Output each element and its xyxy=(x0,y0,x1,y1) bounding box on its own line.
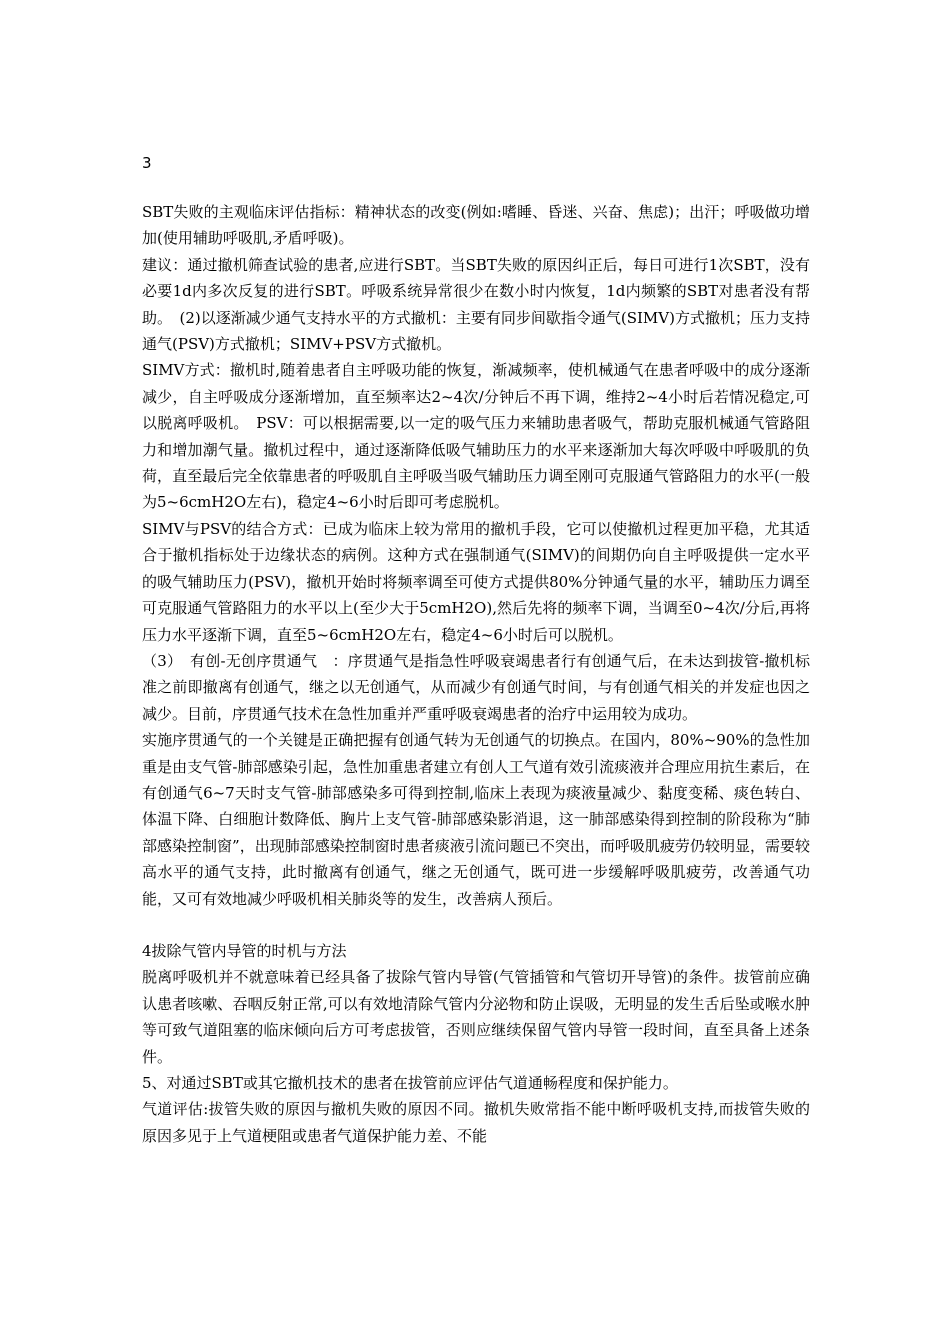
paragraph-simv-psv-combined: SIMV与PSV的结合方式：已成为临床上较为常用的撤机手段，它可以使撤机过程更加平稳，尤其适合于撤机指标处于边缘状态的病例。这种方式在强制通气(SIMV)的间期仍向自主呼吸提供一定水平的吸气辅助压力(PSV)，撤机开始时将频率调至可使方式提供80%分钟通气量的水平，辅助压力调至可克服通气管路阻力的水平以上(至少大于5cmH2O),然后先将的频率下调，当调至0~4次/分后,再将压力水平逐渐下调，直至5~6cmH2O左右，稳定4~6小时后可以脱机。 xyxy=(142,519,810,644)
section-heading-extubation: 4拔除气管内导管的时机与方法 xyxy=(142,941,347,960)
paragraph-airway-assessment-intro: 5、对通过SBT或其它撤机技术的患者在拔管前应评估气道通畅程度和保护能力。 xyxy=(142,1074,678,1092)
paragraph-spacer xyxy=(142,912,810,938)
paragraph-switch-point: 实施序贯通气的一个关键是正确把握有创通气转为无创通气的切换点。在国内，80%~90%的急性加重是由支气管-肺部感染引起，急性加重患者建立有创人工气道有效引流痰液并合理应用抗生素后，在有创通气6~7天时支气管-肺部感染多可得到控制,临床上表现为痰液量减少、黏度变稀、痰色转白、体温下降、白细胞计数降低、胸片上支气管-肺部感染影消退，这一肺部感染得到控制的阶段称为“肺部感染控制窗”，出现肺部感染控制窗时患者痰液引流问题已不突出，而呼吸肌疲劳仍较明显，需要较高水平的通气支持，此时撤离有创通气，继之无创通气，既可进一步缓解呼吸肌疲劳，改善通气功能，又可有效地减少呼吸机相关肺炎等的发生，改善病人预后。 xyxy=(142,731,810,908)
paragraph-airway-assessment: 气道评估:拔管失败的原因与撤机失败的原因不同。撤机失败常指不能中断呼吸机支持,而拔管失败的原因多见于上气道梗阻或患者气道保护能力差、不能 xyxy=(142,1100,810,1145)
paragraph-sbt-recommendation: 建议：通过撤机筛查试验的患者,应进行SBT。当SBT失败的原因纠正后，每日可进行1次SBT，没有必要1d内多次反复的进行SBT。呼吸系统异常很少在数小时内恢复，1d内频繁的SBT对患者没有帮助。 (2)以逐渐减少通气支持水平的方式撤机：主要有同步间歇指令通气(SIMV)方式撤机；压力支持通气(PSV)方式撤机；SIMV+PSV方式撤机。 xyxy=(142,255,810,354)
document-body xyxy=(142,199,810,1149)
paragraph-extubation-conditions: 脱离呼吸机并不就意味着已经具备了拔除气管内导管(气管插管和气管切开导管)的条件。拔管前应确认患者咳嗽、吞咽反射正常,可以有效地清除气管内分泌物和防止误吸，无明显的发生舌后坠或喉水肿等可致气道阻塞的临床倾向后方可考虑拔管，否则应继续保留气管内导管一段时间，直至具备上述条件。 xyxy=(142,968,810,1066)
page-number: 3 xyxy=(142,154,152,172)
paragraph-simv-psv-modes: SIMV方式：撤机时,随着患者自主呼吸功能的恢复，渐减频率，使机械通气在患者呼吸中的成分逐渐减少，自主呼吸成分逐渐增加，直至频率达2~4次/分钟后不再下调，维持2~4小时后若情况稳定,可以脱离呼吸机。 PSV：可以根据需要,以一定的吸气压力来辅助患者吸气，帮助克服机械通气管路阻力和增加潮气量。撤机过程中，通过逐渐降低吸气辅助压力的水平来逐渐加大每次呼吸中呼吸肌的负荷，直至最后完全依靠患者的呼吸肌自主呼吸当吸气辅助压力调至刚可克服通气管路阻力的水平(一般为5~6cmH2O左右)，稳定4~6小时后即可考虑脱机。 xyxy=(142,361,810,512)
paragraph-sbt-failure-indicators: SBT失败的主观临床评估指标：精神状态的改变(例如:嗜睡、昏迷、兴奋、焦虑)；出汗；呼吸做功增加(使用辅助呼吸肌,矛盾呼吸)。 xyxy=(142,203,810,248)
paragraph-sequential-ventilation: （3） 有创-无创序贯通气 ：序贯通气是指急性呼吸衰竭患者行有创通气后，在未达到拔管-撤机标准之前即撤离有创通气，继之以无创通气，从而减少有创通气时间，与有创通气相关的并发症也因之减少。目前，序贯通气技术在急性加重并严重呼吸衰竭患者的治疗中运用较为成功。 xyxy=(142,651,810,723)
